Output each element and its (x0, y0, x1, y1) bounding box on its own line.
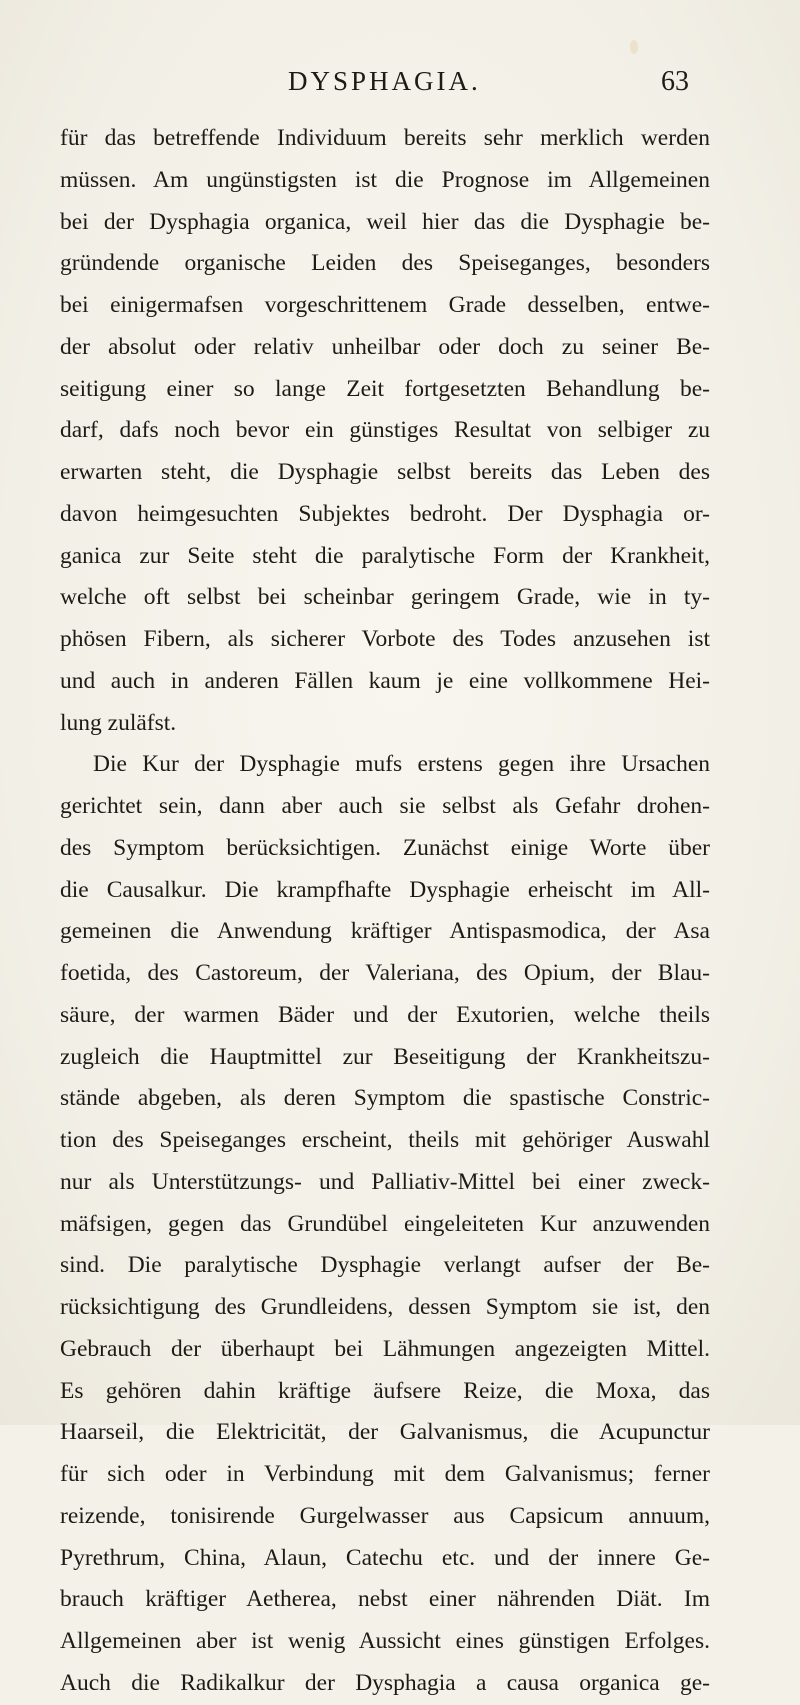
body-text (60, 118, 710, 1705)
text-line: stände abgeben, als deren Symptom die spastische Constric- (60, 1085, 710, 1112)
page-number: 63 (661, 66, 689, 97)
text-line: müssen. Am ungünstigsten ist die Prognose im Allgemeinen (60, 166, 710, 193)
paragraph-start-line: Die Kur der Dysphagie mufs erstens gegen ihre Ursachen (93, 751, 710, 778)
text-line: Auch die Radikalkur der Dysphagia a causa organica ge- (60, 1669, 710, 1696)
text-line: sind. Die paralytische Dysphagie verlangt aufser der Be- (60, 1252, 710, 1279)
text-line: seitigung einer so lange Zeit fortgesetzten Behandlung be- (60, 375, 710, 402)
text-line: phösen Fibern, als sicherer Vorbote des Todes anzusehen ist (60, 626, 710, 652)
running-head (0, 66, 800, 106)
text-line: reizende, tonisirende Gurgelwasser aus Capsicum annuum, (60, 1502, 710, 1529)
text-line: die Causalkur. Die krampfhafte Dysphagie erheischt im All- (60, 876, 710, 903)
text-line: Haarseil, die Elektricität, der Galvanismus, die Acupunctur (60, 1419, 710, 1446)
text-line: Gebrauch der überhaupt bei Lähmungen angezeigten Mittel. (60, 1335, 710, 1362)
text-line: darf, dafs noch bevor ein günstiges Resultat von selbiger zu (60, 417, 710, 444)
text-line: bei der Dysphagia organica, weil hier das die Dysphagie be- (60, 208, 710, 235)
text-line: gründende organische Leiden des Speiseganges, besonders (60, 250, 710, 277)
text-line: und auch in anderen Fällen kaum je eine vollkommene Hei- (60, 667, 710, 694)
paragraph-end-line: lung zuläfst. (60, 709, 177, 736)
page-title: DYSPHAGIA. (288, 66, 481, 96)
text-line: nur als Unterstützungs- und Palliativ-Mittel bei einer zweck- (60, 1168, 710, 1195)
text-line: säure, der warmen Bäder und der Exutorien, welche theils (60, 1001, 710, 1028)
text-line: des Symptom berücksichtigen. Zunächst einige Worte über (60, 834, 710, 861)
text-line: für das betreffende Individuum bereits sehr merklich werden (60, 125, 710, 151)
text-line: zugleich die Hauptmittel zur Beseitigung der Krankheitszu- (60, 1043, 710, 1070)
text-line: rücksichtigung des Grundleidens, dessen Symptom sie ist, den (60, 1294, 710, 1320)
text-line: gemeinen die Anwendung kräftiger Antispasmodica, der Asa (60, 918, 710, 945)
text-line: foetida, des Castoreum, der Valeriana, des Opium, der Blau- (60, 960, 710, 986)
text-line: tion des Speiseganges erscheint, theils mit gehöriger Auswahl (60, 1127, 710, 1153)
text-line: für sich oder in Verbindung mit dem Galvanismus; ferner (60, 1461, 710, 1487)
text-line: gerichtet sein, dann aber auch sie selbst als Gefahr drohen- (60, 793, 710, 819)
text-line: Pyrethrum, China, Alaun, Catechu etc. und der innere Ge- (60, 1544, 710, 1571)
text-line: davon heimgesuchten Subjektes bedroht. Der Dysphagia or- (60, 500, 710, 527)
text-line: der absolut oder relativ unheilbar oder doch zu seiner Be- (60, 333, 710, 360)
text-line: Es gehören dahin kräftige äufsere Reize, die Moxa, das (60, 1377, 710, 1404)
text-line: welche oft selbst bei scheinbar geringem Grade, wie in ty- (60, 584, 710, 611)
text-line: mäfsigen, gegen das Grundübel eingeleiteten Kur anzuwenden (60, 1210, 710, 1237)
paper-stain (630, 40, 638, 54)
text-line: ganica zur Seite steht die paralytische Form der Krankheit, (60, 542, 710, 569)
text-line: bei einigermafsen vorgeschrittenem Grade desselben, entwe- (60, 292, 710, 318)
text-line: brauch kräftiger Aetherea, nebst einer nährenden Diät. Im (60, 1586, 710, 1613)
text-line: Allgemeinen aber ist wenig Aussicht eines günstigen Erfolges. (60, 1628, 710, 1654)
text-line: erwarten steht, die Dysphagie selbst bereits das Leben des (60, 459, 710, 485)
